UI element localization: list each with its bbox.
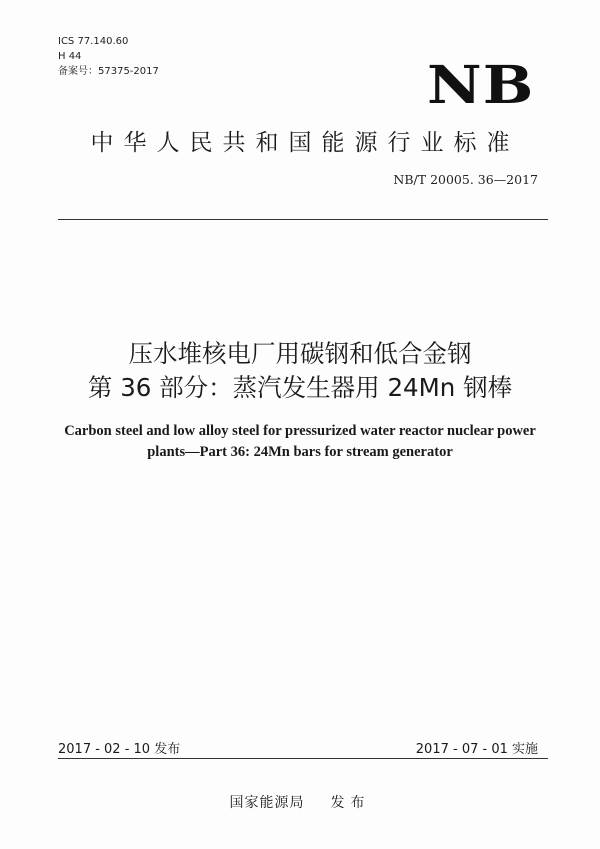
- title-cn-line1: 压水堆核电厂用碳钢和低合金钢: [128, 339, 472, 368]
- publish-verb: 发布: [330, 795, 371, 811]
- issuing-authority: 国家能源局: [229, 795, 305, 811]
- standard-number: NB/T 20005. 36—2017: [393, 172, 538, 187]
- title-en-line2: plants—Part 36: 24Mn bars for stream generator: [147, 444, 453, 460]
- ics-code: ICS 77.140.60: [58, 36, 129, 47]
- org-title: 中华人民共和国能源行业标准: [90, 130, 520, 156]
- publisher-line: [0, 792, 600, 812]
- ccs-code: H 44: [58, 51, 82, 62]
- bottom-divider: [58, 758, 548, 759]
- title-en-line1: Carbon steel and low alloy steel for pressurized water reactor nuclear power: [64, 423, 536, 439]
- classification-block: [58, 34, 159, 79]
- title-cn-line2: 第 36 部分：蒸汽发生器用 24Mn 钢棒: [87, 373, 513, 402]
- nb-logo: NB: [426, 55, 534, 116]
- issue-date: 2017 - 02 - 10 发布: [58, 742, 181, 757]
- implementation-date: 2017 - 07 - 01 实施: [415, 742, 538, 757]
- top-divider: [58, 219, 548, 220]
- filing-number: 备案号：57375-2017: [58, 66, 159, 77]
